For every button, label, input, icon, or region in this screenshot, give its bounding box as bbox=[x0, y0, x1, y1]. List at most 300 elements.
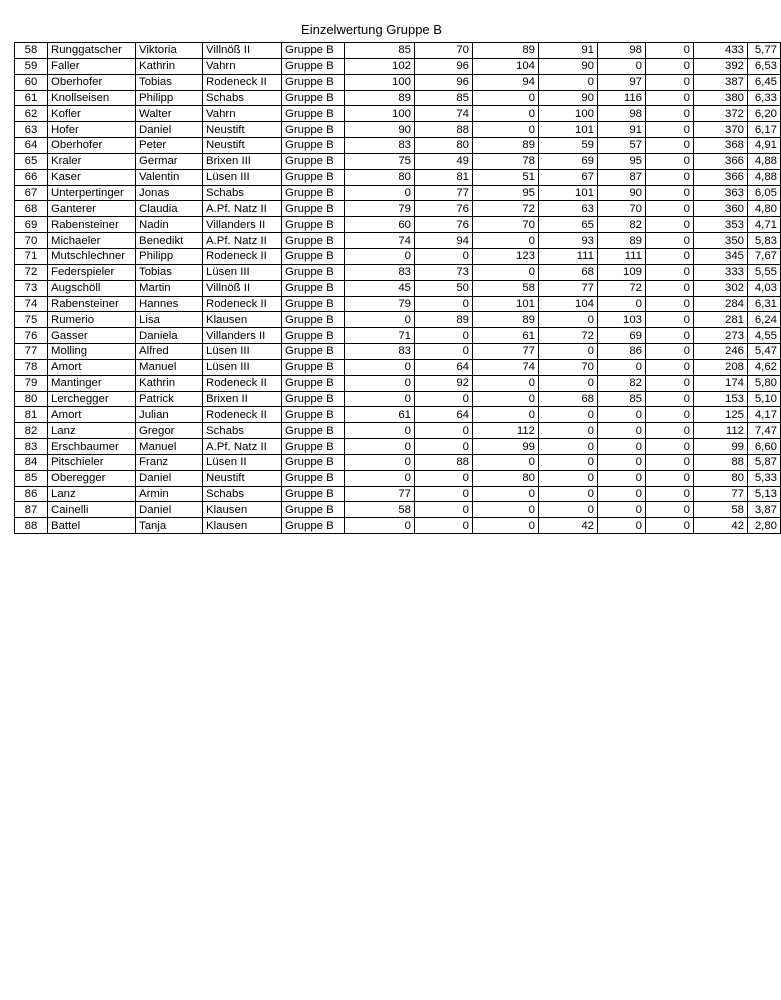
average-cell: 6,53 bbox=[748, 58, 781, 74]
round-6-cell: 0 bbox=[646, 312, 694, 328]
round-6-cell: 0 bbox=[646, 407, 694, 423]
surname-cell: Cainelli bbox=[48, 502, 136, 518]
firstname-cell: Manuel bbox=[136, 359, 203, 375]
rank-cell: 60 bbox=[15, 74, 48, 90]
round-3-cell: 0 bbox=[473, 502, 539, 518]
round-4-cell: 0 bbox=[539, 74, 598, 90]
round-2-cell: 96 bbox=[415, 58, 473, 74]
round-4-cell: 42 bbox=[539, 518, 598, 534]
club-cell: Lüsen III bbox=[203, 169, 282, 185]
rank-cell: 69 bbox=[15, 217, 48, 233]
round-4-cell: 65 bbox=[539, 217, 598, 233]
group-cell: Gruppe B bbox=[282, 359, 345, 375]
round-1-cell: 71 bbox=[345, 328, 415, 344]
average-cell: 6,33 bbox=[748, 90, 781, 106]
total-cell: 350 bbox=[694, 233, 748, 249]
rank-cell: 84 bbox=[15, 454, 48, 470]
page-title: Einzelwertung Gruppe B bbox=[301, 22, 442, 37]
table-row bbox=[15, 518, 781, 534]
firstname-cell: Armin bbox=[136, 486, 203, 502]
round-5-cell: 82 bbox=[598, 375, 646, 391]
average-cell: 3,87 bbox=[748, 502, 781, 518]
round-1-cell: 89 bbox=[345, 90, 415, 106]
firstname-cell: Nadin bbox=[136, 217, 203, 233]
club-cell: Neustift bbox=[203, 122, 282, 138]
rank-cell: 64 bbox=[15, 138, 48, 154]
round-1-cell: 77 bbox=[345, 486, 415, 502]
round-4-cell: 0 bbox=[539, 439, 598, 455]
round-6-cell: 0 bbox=[646, 454, 694, 470]
round-4-cell: 104 bbox=[539, 296, 598, 312]
total-cell: 174 bbox=[694, 375, 748, 391]
average-cell: 7,67 bbox=[748, 248, 781, 264]
table-row bbox=[15, 328, 781, 344]
club-cell: Villanders II bbox=[203, 217, 282, 233]
club-cell: A.Pf. Natz II bbox=[203, 439, 282, 455]
rank-cell: 73 bbox=[15, 280, 48, 296]
round-1-cell: 83 bbox=[345, 264, 415, 280]
total-cell: 363 bbox=[694, 185, 748, 201]
average-cell: 6,17 bbox=[748, 122, 781, 138]
round-1-cell: 45 bbox=[345, 280, 415, 296]
rank-cell: 72 bbox=[15, 264, 48, 280]
average-cell: 5,47 bbox=[748, 344, 781, 360]
firstname-cell: Philipp bbox=[136, 90, 203, 106]
round-2-cell: 80 bbox=[415, 138, 473, 154]
round-5-cell: 103 bbox=[598, 312, 646, 328]
table-row bbox=[15, 375, 781, 391]
firstname-cell: Jonas bbox=[136, 185, 203, 201]
average-cell: 4,80 bbox=[748, 201, 781, 217]
round-4-cell: 111 bbox=[539, 248, 598, 264]
rank-cell: 66 bbox=[15, 169, 48, 185]
surname-cell: Lanz bbox=[48, 423, 136, 439]
round-5-cell: 87 bbox=[598, 169, 646, 185]
round-1-cell: 0 bbox=[345, 185, 415, 201]
round-3-cell: 94 bbox=[473, 74, 539, 90]
table-row bbox=[15, 470, 781, 486]
group-cell: Gruppe B bbox=[282, 248, 345, 264]
table-row bbox=[15, 423, 781, 439]
surname-cell: Rabensteiner bbox=[48, 217, 136, 233]
round-5-cell: 98 bbox=[598, 106, 646, 122]
round-1-cell: 90 bbox=[345, 122, 415, 138]
round-1-cell: 79 bbox=[345, 201, 415, 217]
total-cell: 353 bbox=[694, 217, 748, 233]
round-1-cell: 100 bbox=[345, 106, 415, 122]
table-row bbox=[15, 169, 781, 185]
table-row bbox=[15, 201, 781, 217]
table-row bbox=[15, 138, 781, 154]
group-cell: Gruppe B bbox=[282, 296, 345, 312]
round-3-cell: 104 bbox=[473, 58, 539, 74]
club-cell: Villanders II bbox=[203, 328, 282, 344]
round-4-cell: 0 bbox=[539, 375, 598, 391]
table-row bbox=[15, 106, 781, 122]
round-1-cell: 79 bbox=[345, 296, 415, 312]
round-2-cell: 0 bbox=[415, 470, 473, 486]
rank-cell: 74 bbox=[15, 296, 48, 312]
round-6-cell: 0 bbox=[646, 439, 694, 455]
firstname-cell: Tanja bbox=[136, 518, 203, 534]
results-table-body bbox=[15, 43, 781, 534]
club-cell: Lüsen III bbox=[203, 359, 282, 375]
round-5-cell: 98 bbox=[598, 43, 646, 59]
rank-cell: 79 bbox=[15, 375, 48, 391]
round-2-cell: 96 bbox=[415, 74, 473, 90]
round-3-cell: 0 bbox=[473, 486, 539, 502]
club-cell: Schabs bbox=[203, 486, 282, 502]
table-row bbox=[15, 58, 781, 74]
round-5-cell: 89 bbox=[598, 233, 646, 249]
total-cell: 208 bbox=[694, 359, 748, 375]
round-4-cell: 72 bbox=[539, 328, 598, 344]
firstname-cell: Daniel bbox=[136, 502, 203, 518]
average-cell: 5,10 bbox=[748, 391, 781, 407]
total-cell: 273 bbox=[694, 328, 748, 344]
table-row bbox=[15, 312, 781, 328]
total-cell: 366 bbox=[694, 153, 748, 169]
round-4-cell: 90 bbox=[539, 58, 598, 74]
round-1-cell: 85 bbox=[345, 43, 415, 59]
round-4-cell: 93 bbox=[539, 233, 598, 249]
total-cell: 380 bbox=[694, 90, 748, 106]
round-4-cell: 101 bbox=[539, 185, 598, 201]
round-6-cell: 0 bbox=[646, 233, 694, 249]
club-cell: Lüsen III bbox=[203, 264, 282, 280]
surname-cell: Kraler bbox=[48, 153, 136, 169]
round-1-cell: 0 bbox=[345, 423, 415, 439]
round-3-cell: 77 bbox=[473, 344, 539, 360]
average-cell: 2,80 bbox=[748, 518, 781, 534]
round-3-cell: 70 bbox=[473, 217, 539, 233]
round-4-cell: 59 bbox=[539, 138, 598, 154]
round-2-cell: 92 bbox=[415, 375, 473, 391]
table-row bbox=[15, 344, 781, 360]
round-6-cell: 0 bbox=[646, 106, 694, 122]
surname-cell: Gasser bbox=[48, 328, 136, 344]
round-5-cell: 91 bbox=[598, 122, 646, 138]
firstname-cell: Walter bbox=[136, 106, 203, 122]
round-2-cell: 64 bbox=[415, 407, 473, 423]
round-4-cell: 0 bbox=[539, 454, 598, 470]
round-5-cell: 109 bbox=[598, 264, 646, 280]
average-cell: 7,47 bbox=[748, 423, 781, 439]
round-6-cell: 0 bbox=[646, 217, 694, 233]
round-2-cell: 64 bbox=[415, 359, 473, 375]
group-cell: Gruppe B bbox=[282, 233, 345, 249]
group-cell: Gruppe B bbox=[282, 122, 345, 138]
round-3-cell: 0 bbox=[473, 106, 539, 122]
average-cell: 5,80 bbox=[748, 375, 781, 391]
average-cell: 5,83 bbox=[748, 233, 781, 249]
firstname-cell: Franz bbox=[136, 454, 203, 470]
group-cell: Gruppe B bbox=[282, 43, 345, 59]
round-3-cell: 0 bbox=[473, 454, 539, 470]
rank-cell: 65 bbox=[15, 153, 48, 169]
surname-cell: Faller bbox=[48, 58, 136, 74]
firstname-cell: Valentin bbox=[136, 169, 203, 185]
group-cell: Gruppe B bbox=[282, 90, 345, 106]
surname-cell: Oberhofer bbox=[48, 138, 136, 154]
round-1-cell: 58 bbox=[345, 502, 415, 518]
surname-cell: Ganterer bbox=[48, 201, 136, 217]
firstname-cell: Patrick bbox=[136, 391, 203, 407]
surname-cell: Lerchegger bbox=[48, 391, 136, 407]
average-cell: 5,33 bbox=[748, 470, 781, 486]
round-2-cell: 76 bbox=[415, 217, 473, 233]
club-cell: Neustift bbox=[203, 138, 282, 154]
round-3-cell: 0 bbox=[473, 122, 539, 138]
round-5-cell: 0 bbox=[598, 296, 646, 312]
group-cell: Gruppe B bbox=[282, 106, 345, 122]
round-6-cell: 0 bbox=[646, 375, 694, 391]
round-3-cell: 89 bbox=[473, 43, 539, 59]
average-cell: 6,45 bbox=[748, 74, 781, 90]
group-cell: Gruppe B bbox=[282, 58, 345, 74]
round-4-cell: 0 bbox=[539, 486, 598, 502]
average-cell: 4,91 bbox=[748, 138, 781, 154]
surname-cell: Kaser bbox=[48, 169, 136, 185]
group-cell: Gruppe B bbox=[282, 138, 345, 154]
rank-cell: 77 bbox=[15, 344, 48, 360]
total-cell: 366 bbox=[694, 169, 748, 185]
round-5-cell: 69 bbox=[598, 328, 646, 344]
round-4-cell: 77 bbox=[539, 280, 598, 296]
surname-cell: Michaeler bbox=[48, 233, 136, 249]
group-cell: Gruppe B bbox=[282, 328, 345, 344]
rank-cell: 83 bbox=[15, 439, 48, 455]
average-cell: 4,88 bbox=[748, 153, 781, 169]
round-1-cell: 0 bbox=[345, 312, 415, 328]
group-cell: Gruppe B bbox=[282, 518, 345, 534]
firstname-cell: Daniel bbox=[136, 122, 203, 138]
total-cell: 392 bbox=[694, 58, 748, 74]
round-5-cell: 95 bbox=[598, 153, 646, 169]
round-5-cell: 97 bbox=[598, 74, 646, 90]
round-2-cell: 88 bbox=[415, 122, 473, 138]
round-3-cell: 123 bbox=[473, 248, 539, 264]
round-4-cell: 0 bbox=[539, 423, 598, 439]
rank-cell: 70 bbox=[15, 233, 48, 249]
round-2-cell: 85 bbox=[415, 90, 473, 106]
surname-cell: Mutschlechner bbox=[48, 248, 136, 264]
round-1-cell: 0 bbox=[345, 391, 415, 407]
round-5-cell: 111 bbox=[598, 248, 646, 264]
rank-cell: 78 bbox=[15, 359, 48, 375]
group-cell: Gruppe B bbox=[282, 153, 345, 169]
average-cell: 4,17 bbox=[748, 407, 781, 423]
round-3-cell: 101 bbox=[473, 296, 539, 312]
table-row bbox=[15, 486, 781, 502]
total-cell: 433 bbox=[694, 43, 748, 59]
round-6-cell: 0 bbox=[646, 391, 694, 407]
round-2-cell: 74 bbox=[415, 106, 473, 122]
total-cell: 302 bbox=[694, 280, 748, 296]
average-cell: 6,60 bbox=[748, 439, 781, 455]
table-row bbox=[15, 90, 781, 106]
round-6-cell: 0 bbox=[646, 58, 694, 74]
round-6-cell: 0 bbox=[646, 296, 694, 312]
round-6-cell: 0 bbox=[646, 169, 694, 185]
club-cell: Rodeneck II bbox=[203, 248, 282, 264]
round-2-cell: 88 bbox=[415, 454, 473, 470]
round-3-cell: 0 bbox=[473, 90, 539, 106]
rank-cell: 59 bbox=[15, 58, 48, 74]
surname-cell: Erschbaumer bbox=[48, 439, 136, 455]
club-cell: A.Pf. Natz II bbox=[203, 233, 282, 249]
group-cell: Gruppe B bbox=[282, 344, 345, 360]
total-cell: 360 bbox=[694, 201, 748, 217]
total-cell: 99 bbox=[694, 439, 748, 455]
group-cell: Gruppe B bbox=[282, 312, 345, 328]
total-cell: 387 bbox=[694, 74, 748, 90]
round-1-cell: 61 bbox=[345, 407, 415, 423]
round-3-cell: 0 bbox=[473, 264, 539, 280]
club-cell: Vahrn bbox=[203, 106, 282, 122]
round-1-cell: 0 bbox=[345, 454, 415, 470]
round-2-cell: 76 bbox=[415, 201, 473, 217]
round-4-cell: 63 bbox=[539, 201, 598, 217]
club-cell: Schabs bbox=[203, 423, 282, 439]
average-cell: 6,31 bbox=[748, 296, 781, 312]
average-cell: 5,77 bbox=[748, 43, 781, 59]
average-cell: 4,03 bbox=[748, 280, 781, 296]
group-cell: Gruppe B bbox=[282, 201, 345, 217]
firstname-cell: Hannes bbox=[136, 296, 203, 312]
round-3-cell: 58 bbox=[473, 280, 539, 296]
round-3-cell: 74 bbox=[473, 359, 539, 375]
surname-cell: Amort bbox=[48, 359, 136, 375]
firstname-cell: Peter bbox=[136, 138, 203, 154]
club-cell: Rodeneck II bbox=[203, 296, 282, 312]
table-row bbox=[15, 233, 781, 249]
round-6-cell: 0 bbox=[646, 153, 694, 169]
round-5-cell: 0 bbox=[598, 439, 646, 455]
total-cell: 372 bbox=[694, 106, 748, 122]
table-row bbox=[15, 43, 781, 59]
firstname-cell: Philipp bbox=[136, 248, 203, 264]
round-4-cell: 0 bbox=[539, 344, 598, 360]
club-cell: Lüsen III bbox=[203, 344, 282, 360]
table-row bbox=[15, 407, 781, 423]
group-cell: Gruppe B bbox=[282, 391, 345, 407]
round-5-cell: 0 bbox=[598, 486, 646, 502]
round-1-cell: 0 bbox=[345, 439, 415, 455]
round-4-cell: 68 bbox=[539, 264, 598, 280]
round-1-cell: 0 bbox=[345, 359, 415, 375]
results-table bbox=[14, 42, 781, 534]
round-4-cell: 69 bbox=[539, 153, 598, 169]
rank-cell: 62 bbox=[15, 106, 48, 122]
club-cell: Neustift bbox=[203, 470, 282, 486]
firstname-cell: Julian bbox=[136, 407, 203, 423]
rank-cell: 76 bbox=[15, 328, 48, 344]
rank-cell: 87 bbox=[15, 502, 48, 518]
round-6-cell: 0 bbox=[646, 470, 694, 486]
round-3-cell: 0 bbox=[473, 407, 539, 423]
firstname-cell: Daniela bbox=[136, 328, 203, 344]
group-cell: Gruppe B bbox=[282, 502, 345, 518]
surname-cell: Pitschieler bbox=[48, 454, 136, 470]
surname-cell: Amort bbox=[48, 407, 136, 423]
round-6-cell: 0 bbox=[646, 359, 694, 375]
surname-cell: Federspieler bbox=[48, 264, 136, 280]
table-row bbox=[15, 122, 781, 138]
club-cell: Schabs bbox=[203, 185, 282, 201]
club-cell: Vahrn bbox=[203, 58, 282, 74]
rank-cell: 86 bbox=[15, 486, 48, 502]
surname-cell: Molling bbox=[48, 344, 136, 360]
group-cell: Gruppe B bbox=[282, 423, 345, 439]
round-6-cell: 0 bbox=[646, 122, 694, 138]
firstname-cell: Alfred bbox=[136, 344, 203, 360]
round-4-cell: 0 bbox=[539, 502, 598, 518]
round-2-cell: 0 bbox=[415, 328, 473, 344]
firstname-cell: Viktoria bbox=[136, 43, 203, 59]
round-3-cell: 89 bbox=[473, 312, 539, 328]
round-3-cell: 61 bbox=[473, 328, 539, 344]
round-1-cell: 83 bbox=[345, 138, 415, 154]
group-cell: Gruppe B bbox=[282, 74, 345, 90]
round-5-cell: 82 bbox=[598, 217, 646, 233]
surname-cell: Knollseisen bbox=[48, 90, 136, 106]
group-cell: Gruppe B bbox=[282, 264, 345, 280]
round-5-cell: 0 bbox=[598, 359, 646, 375]
total-cell: 370 bbox=[694, 122, 748, 138]
group-cell: Gruppe B bbox=[282, 185, 345, 201]
group-cell: Gruppe B bbox=[282, 217, 345, 233]
round-6-cell: 0 bbox=[646, 90, 694, 106]
total-cell: 42 bbox=[694, 518, 748, 534]
round-5-cell: 70 bbox=[598, 201, 646, 217]
surname-cell: Rabensteiner bbox=[48, 296, 136, 312]
rank-cell: 61 bbox=[15, 90, 48, 106]
round-2-cell: 0 bbox=[415, 344, 473, 360]
round-1-cell: 102 bbox=[345, 58, 415, 74]
club-cell: Klausen bbox=[203, 312, 282, 328]
firstname-cell: Martin bbox=[136, 280, 203, 296]
group-cell: Gruppe B bbox=[282, 486, 345, 502]
firstname-cell: Tobias bbox=[136, 74, 203, 90]
round-6-cell: 0 bbox=[646, 201, 694, 217]
round-6-cell: 0 bbox=[646, 138, 694, 154]
round-1-cell: 74 bbox=[345, 233, 415, 249]
total-cell: 77 bbox=[694, 486, 748, 502]
round-2-cell: 0 bbox=[415, 423, 473, 439]
round-5-cell: 0 bbox=[598, 58, 646, 74]
round-6-cell: 0 bbox=[646, 74, 694, 90]
table-row bbox=[15, 359, 781, 375]
round-4-cell: 91 bbox=[539, 43, 598, 59]
club-cell: Villnöß II bbox=[203, 43, 282, 59]
firstname-cell: Tobias bbox=[136, 264, 203, 280]
round-3-cell: 0 bbox=[473, 375, 539, 391]
surname-cell: Kofler bbox=[48, 106, 136, 122]
average-cell: 5,13 bbox=[748, 486, 781, 502]
firstname-cell: Lisa bbox=[136, 312, 203, 328]
round-6-cell: 0 bbox=[646, 344, 694, 360]
round-4-cell: 68 bbox=[539, 391, 598, 407]
surname-cell: Hofer bbox=[48, 122, 136, 138]
average-cell: 4,55 bbox=[748, 328, 781, 344]
firstname-cell: Gregor bbox=[136, 423, 203, 439]
round-5-cell: 90 bbox=[598, 185, 646, 201]
rank-cell: 63 bbox=[15, 122, 48, 138]
round-6-cell: 0 bbox=[646, 280, 694, 296]
round-3-cell: 0 bbox=[473, 518, 539, 534]
club-cell: Rodeneck II bbox=[203, 74, 282, 90]
